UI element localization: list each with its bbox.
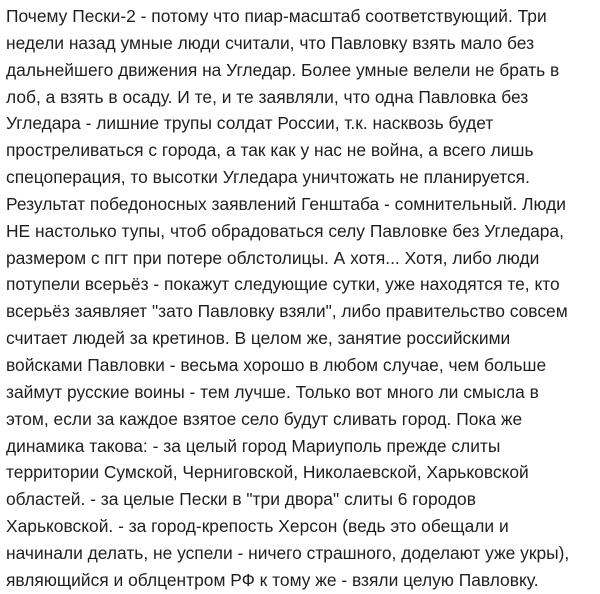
text-line: размером с пгт при потере облстолицы. А хотя... Хотя, либо люди	[6, 247, 540, 268]
text-line: НЕ настолько тупы, чтоб обрадоваться селу Павловке без Угледара,	[6, 220, 564, 241]
text-line: лоб, а взять в осаду. И те, и те заявляли, что одна Павловка без	[6, 86, 529, 107]
text-line: этом, если за каждое взятое село будут сливать город. Пока же	[6, 408, 523, 429]
text-line: областей. - за целые Пески в "три двора" слиты 6 городов	[6, 489, 476, 510]
text-line: Харьковской. - за город-крепость Херсон (ведь это обещали и	[6, 516, 509, 537]
text-line: Результат победоносных заявлений Генштаба - сомнительный. Люди	[6, 193, 567, 214]
text-line: всерьёз заявляет "зато Павловку взяли", либо правительство совсем	[6, 301, 568, 322]
text-line: Почему Пески-2 - потому что пиар-масштаб соответствующий. Три	[6, 6, 547, 26]
text-line: займут русские воины - тем лучше. Только вот много ли смысла в	[6, 381, 539, 402]
text-line: дальнейшего движения на Угледар. Более умные велели не брать в	[6, 59, 560, 80]
text-line: Угледара - лишние трупы солдат России, т.к. насквозь будет	[6, 113, 494, 134]
text-line: недели назад умные люди считали, что Павловку взять мало без	[6, 32, 535, 53]
post-text	[6, 3, 594, 594]
text-line: динамика такова: - за целый город Мариуполь прежде слиты	[6, 435, 501, 456]
text-line: спецоперация, то высотки Угледара уничтожать не планируется.	[6, 167, 530, 188]
text-line: территории Сумской, Черниговской, Николаевской, Харьковской	[6, 462, 529, 483]
text-line: потупели всерьёз - покажут следующие сутки, уже находятся те, кто	[6, 274, 560, 295]
text-line: простреливаться с города, а так как у нас не война, а всего лишь	[6, 140, 534, 161]
text-line: войсками Павловки - весьма хорошо в любом случае, чем больше	[6, 354, 547, 375]
text-line: являющийся и облцентром РФ к тому же - взяли целую Павловку.	[6, 569, 539, 590]
text-line: считает людей за кретинов. В целом же, занятие российскими	[6, 328, 511, 349]
text-line: начинали делать, не успели - ничего страшного, доделают уже укры),	[6, 542, 570, 563]
